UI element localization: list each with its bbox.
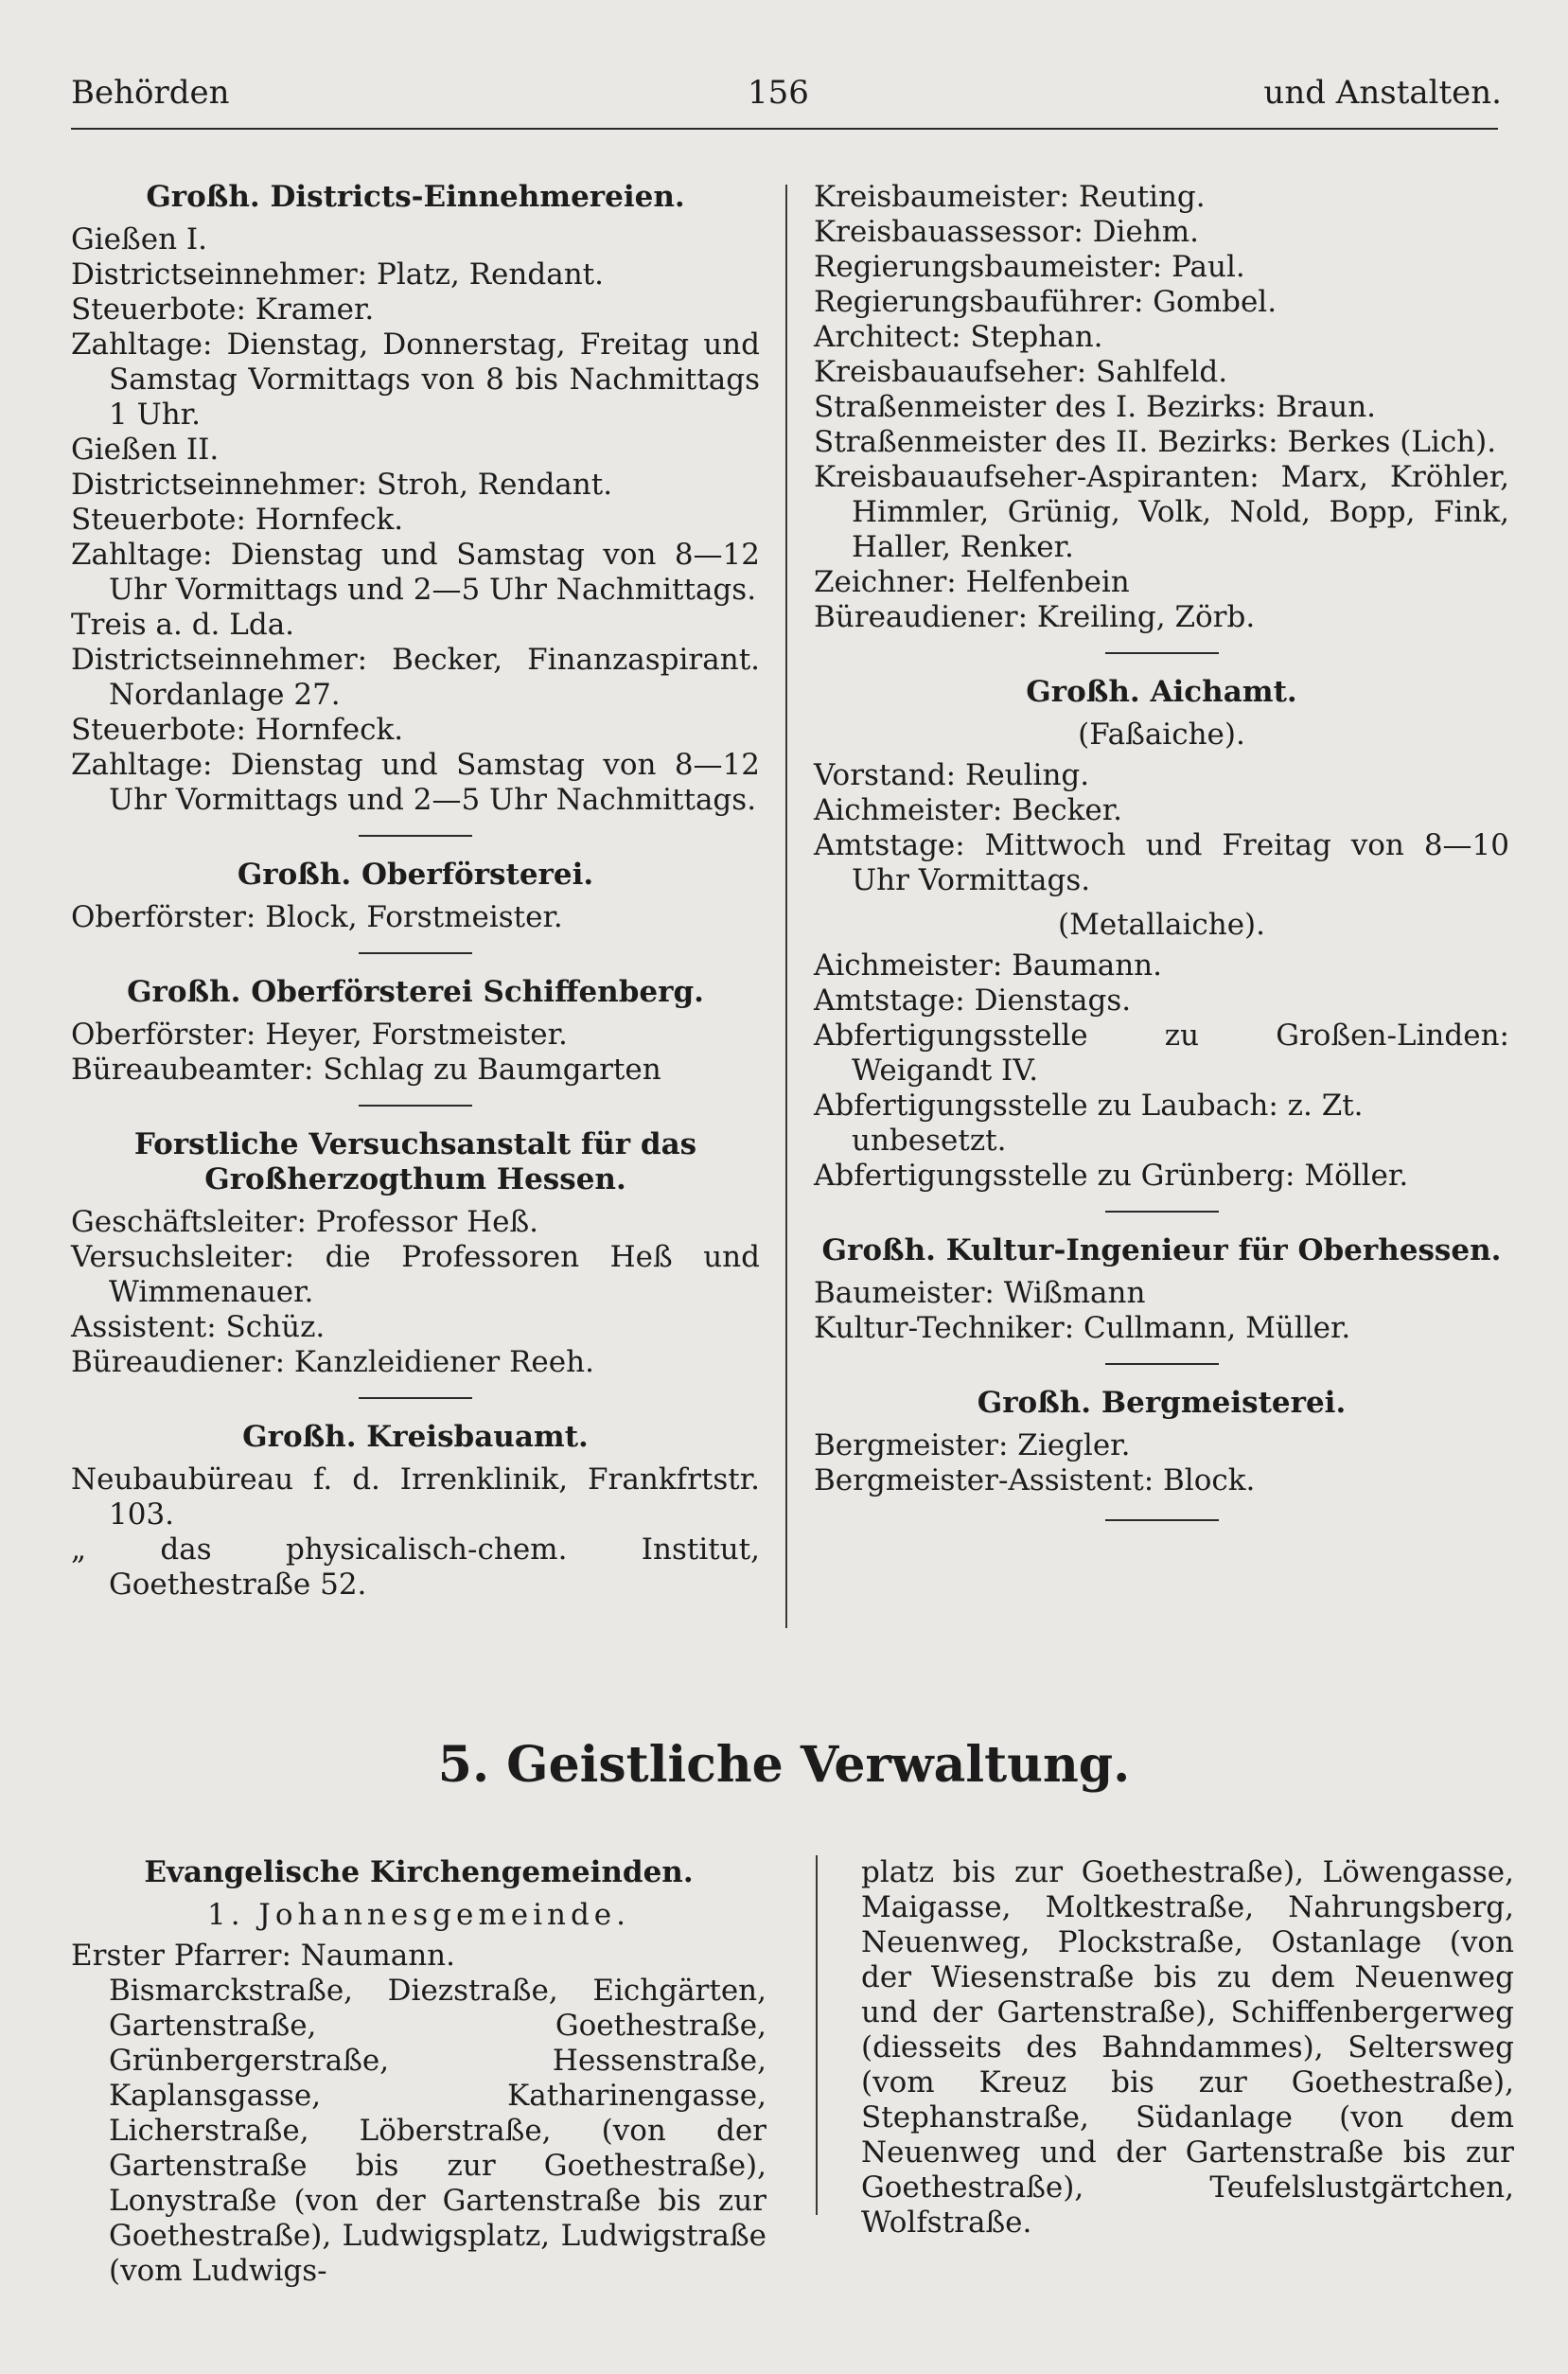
section-title-bergmeisterei: Großh. Bergmeisterei. (977, 1386, 1347, 1420)
text-line: Treis a. d. Lda. (71, 608, 295, 642)
column-divider-bottom (816, 1855, 818, 2215)
separator-rule (359, 1397, 472, 1399)
text-line: Regierungsbauführer: Gombel. (814, 285, 1277, 319)
text-line: Assistent: Schüz. (71, 1310, 326, 1344)
text-line: Oberförster: Heyer, Forstmeister. (71, 1018, 568, 1052)
text-line: Kreisbauassessor: Diehm. (814, 215, 1200, 249)
separator-rule (1105, 1363, 1219, 1365)
text-line: Zahltage: Dienstag und Samstag von 8—12 Uhr Vormittags und 2—5 Uhr Nachmittags. (71, 748, 760, 817)
separator-rule (1105, 1211, 1219, 1213)
section-title-oberfoersterei: Großh. Oberförsterei. (237, 858, 594, 892)
text-line: Erster Pfarrer: Naumann. (71, 1939, 455, 1973)
running-header-left: Behörden (71, 74, 230, 112)
text-line: Zeichner: Helfenbein (814, 565, 1130, 599)
text-line: Bergmeister-Assistent: Block. (814, 1463, 1256, 1497)
street-list-continued: platz bis zur Goethestraße), Löwengasse, Maigasse, Moltkestraße, Nahrungsberg, Neuenweg, Plockstraße, Ostanlage (von der Wiesenstraße bis zu dem Neuenweg und der Gartenstraße), Schiffenbergerweg (diesseits des Bahndammes), Seltersweg (vom Kreuz bis zur Goethestraße), Stephanstraße, Südanlage (von dem Neuenweg und der Gartenstraße bis zur Goethestraße), Teufelslustgärtchen, Wolfstraße. (861, 1855, 1514, 2240)
page-number: 156 (748, 74, 809, 112)
header-rule (71, 128, 1498, 130)
text-line: Versuchsleiter: die Professoren Heß und Wimmenauer. (71, 1240, 760, 1309)
section-title-aichamt: Großh. Aichamt. (1026, 675, 1297, 709)
bottom-right-column (852, 1855, 1514, 2241)
text-line: Abfertigungsstelle zu Grünberg: Möller. (814, 1159, 1409, 1193)
text-line: Gießen II. (71, 433, 220, 467)
text-line: Abfertigungsstelle zu Großen-Linden: Weigandt IV. (814, 1019, 1509, 1088)
text-line: Amtstage: Mittwoch und Freitag von 8—10 Uhr Vormittags. (814, 828, 1509, 897)
text-line: Steuerbote: Hornfeck. (71, 713, 404, 747)
separator-rule (359, 952, 472, 954)
text-line: Gießen I. (71, 222, 207, 257)
text-line: Steuerbote: Hornfeck. (71, 503, 404, 537)
section-title-kirchengemeinden: Evangelische Kirchengemeinden. (144, 1855, 694, 1889)
section-title-versuchsanstalt: Forstliche Versuchsanstalt für das Großherzogthum Hessen. (133, 1127, 697, 1196)
section-title-kreisbauamt: Großh. Kreisbauamt. (242, 1420, 589, 1454)
text-line: Büreaudiener: Kanzleidiener Reeh. (71, 1345, 594, 1379)
text-line: Districtseinnehmer: Stroh, Rendant. (71, 468, 613, 502)
text-line: Kreisbaumeister: Reuting. (814, 180, 1206, 214)
chapter-heading: 5. Geistliche Verwaltung. (437, 1736, 1131, 1794)
text-line: Straßenmeister des II. Bezirks: Berkes (Lich). (814, 425, 1497, 459)
text-line: Neubaubüreau f. d. Irrenklinik, Frankfrtstr. 103. (71, 1462, 760, 1532)
text-line: Amtstage: Dienstags. (814, 983, 1132, 1018)
running-header-right: und Anstalten. (1263, 74, 1502, 112)
text-line: Districtseinnehmer: Becker, Finanzaspirant. Nordanlage 27. (71, 643, 760, 712)
section-title-kultur-ingenieur: Großh. Kultur-Ingenieur für Oberhessen. (821, 1233, 1502, 1267)
section-title-districts: Großh. Districts-Einnehmereien. (146, 180, 685, 214)
text-line: Büreaudiener: Kreiling, Zörb. (814, 600, 1256, 634)
bottom-left-column (71, 1855, 766, 2289)
text-line: Zahltage: Dienstag, Donnerstag, Freitag und Samstag Vormittags von 8 bis Nachmittags 1 Uhr. (71, 328, 760, 432)
text-line: Straßenmeister des I. Bezirks: Braun. (814, 390, 1377, 424)
text-line: Abfertigungsstelle zu Laubach: z. Zt. unbesetzt. (814, 1089, 1364, 1158)
text-line: Aichmeister: Becker. (814, 793, 1122, 827)
right-column (814, 180, 1509, 1542)
text-line: Steuerbote: Kramer. (71, 292, 375, 327)
text-line: Kreisbauaufseher-Aspiranten: Marx, Kröhler, Himmler, Grünig, Volk, Nold, Bopp, Fink, Haller, Renker. (814, 460, 1509, 564)
section-title-schiffenberg: Großh. Oberförsterei Schiffenberg. (127, 975, 704, 1009)
text-line: „ das physicalisch-chem. Institut, Goethestraße 52. (71, 1532, 760, 1602)
separator-rule (1105, 652, 1219, 654)
text-line: Aichmeister: Baumann. (814, 948, 1163, 983)
separator-rule (359, 835, 472, 837)
text-line: Bergmeister: Ziegler. (814, 1428, 1131, 1462)
text-line: Zahltage: Dienstag und Samstag von 8—12 Uhr Vormittags und 2—5 Uhr Nachmittags. (71, 538, 760, 607)
subheading-fassaiche: (Faßaiche). (1078, 718, 1245, 752)
text-line: Büreaubeamter: Schlag zu Baumgarten (71, 1053, 661, 1087)
text-line: Geschäftsleiter: Professor Heß. (71, 1205, 539, 1239)
separator-rule (359, 1105, 472, 1107)
text-line: Architect: Stephan. (814, 320, 1103, 354)
column-divider (785, 185, 787, 1628)
street-list: Bismarckstraße, Diezstraße, Eichgärten, Gartenstraße, Goethestraße, Grünbergerstraße, Hessenstraße, Kaplansgasse, Katharinengasse, Licherstraße, Löberstraße, (von der Gartenstraße bis zur Goethestraße), Lonystraße (von der Gartenstraße bis zur Goethestraße), Ludwigsplatz, Ludwigstraße (vom Ludwigs- (109, 1974, 766, 2288)
subheading-metallaiche: (Metallaiche). (1058, 908, 1265, 942)
left-column (71, 180, 760, 1603)
separator-rule (1105, 1519, 1219, 1521)
text-line: Regierungsbaumeister: Paul. (814, 250, 1245, 284)
text-line: Kreisbauaufseher: Sahlfeld. (814, 355, 1228, 389)
text-line: Kultur-Techniker: Cullmann, Müller. (814, 1311, 1351, 1345)
text-line: Vorstand: Reuling. (814, 758, 1090, 792)
subheading-johannesgemeinde: 1. Johannesgemeinde. (206, 1898, 630, 1932)
text-line: Districtseinnehmer: Platz, Rendant. (71, 257, 604, 292)
text-line: Oberförster: Block, Forstmeister. (71, 900, 563, 934)
text-line: Baumeister: Wißmann (814, 1276, 1146, 1310)
